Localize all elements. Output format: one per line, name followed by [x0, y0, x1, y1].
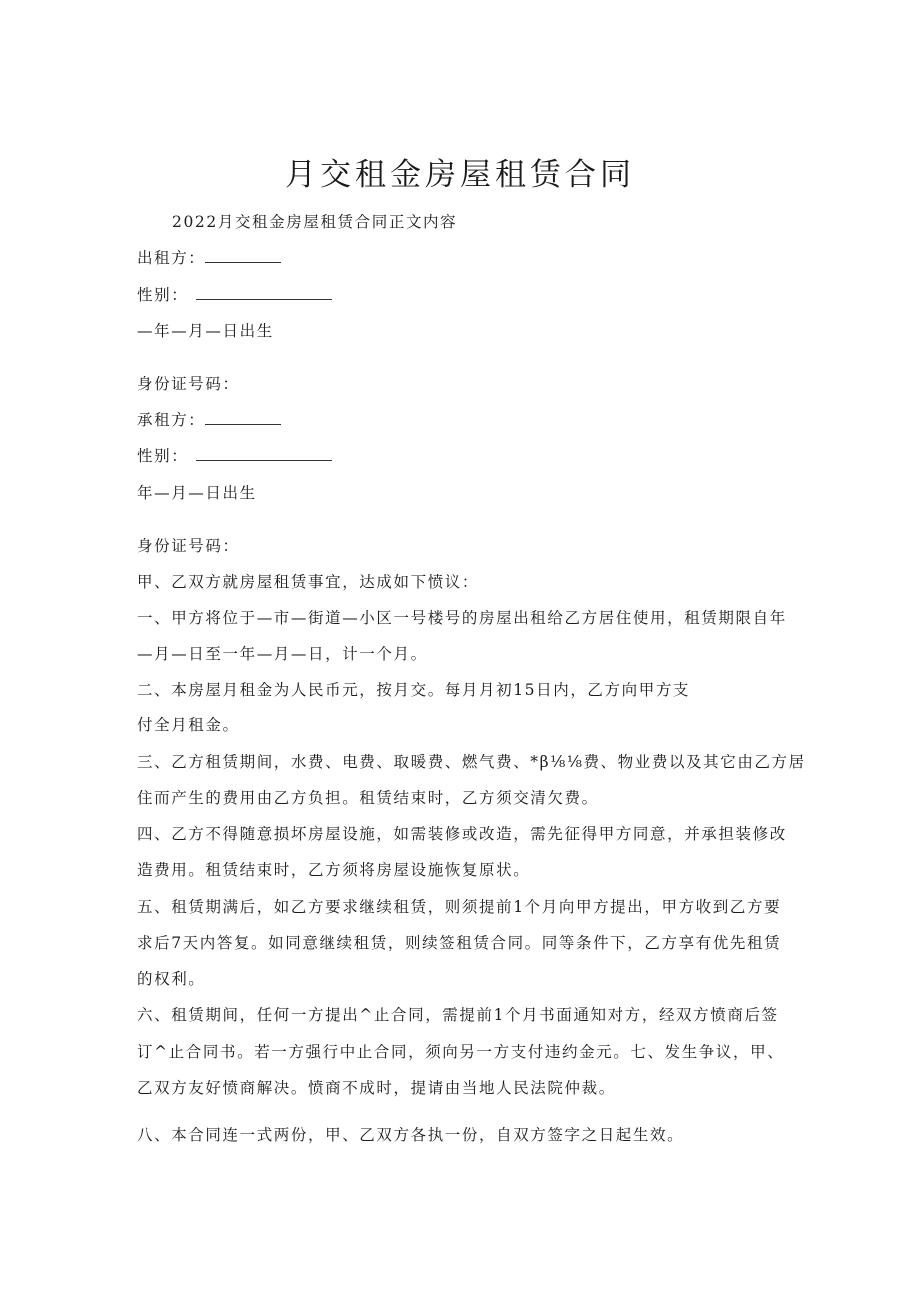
- lessor-birth: —年—月—日出生: [137, 322, 274, 340]
- lessor-id-label: 身份证号码：: [137, 375, 240, 393]
- lessee-id-label: 身份证号码：: [137, 537, 240, 555]
- clause-line: 八、本合同连一式两份，甲、乙双方各执一份，自双方签字之日起生效。: [137, 1126, 685, 1144]
- clause-line: 求后7天内答复。如同意继续租赁，则续签租赁合同。同等条件下，乙方享有优先租赁: [137, 934, 782, 952]
- lessee-label: 承租方：: [137, 411, 206, 429]
- clause-line: 订^止合同书。若一方强行中止合同，须向另一方支付违约金元。七、发生争议，甲、: [137, 1043, 785, 1061]
- lessee-blank: [205, 410, 281, 425]
- clause-line: 付全月租金。: [137, 716, 240, 734]
- lessor-gender-blank: [196, 285, 332, 300]
- clause-line: 一、甲方将位于—市—街道—小区一号楼号的房屋出租给乙方居住使用，租赁期限自年: [137, 609, 787, 627]
- lessor-row: [137, 246, 281, 268]
- lessee-gender-blank: [196, 446, 332, 461]
- clause-line: 乙双方友好愤商解决。愤商不成时，提请由当地人民法院仲裁。: [137, 1079, 616, 1097]
- clause-line: 五、租赁期满后，如乙方要求继续租赁，则须提前1个月向甲方提出，甲方收到乙方要: [137, 898, 782, 916]
- clause-line: —月—日至一年—月—日，计一个月。: [137, 645, 428, 663]
- lessor-gender-row: [137, 283, 332, 305]
- clause-line: 六、租赁期间，任何一方提出^止合同，需提前1个月书面通知对方，经双方愤商后签: [137, 1006, 779, 1024]
- document-subtitle: 2022月交租金房屋租赁合同正文内容: [172, 213, 458, 231]
- lessor-label: 出租方：: [137, 249, 206, 267]
- clause-line: 造费用。租赁结束时，乙方须将房屋设施恢复原状。: [137, 861, 531, 879]
- lessee-gender-label: 性别：: [137, 447, 189, 465]
- lessee-gender-row: [137, 444, 332, 466]
- clause-line: 的权利。: [137, 970, 206, 988]
- clause-line: 四、乙方不得随意损坏房屋设施，如需装修或改造，需先征得甲方同意，并承担装修改: [137, 825, 787, 843]
- clause-line: 三、乙方租赁期间，水费、电费、取暖费、燃气费、*β⅛⅛费、物业费以及其它由乙方居: [137, 753, 806, 771]
- intro-text: 甲、乙双方就房屋租赁事宜，达成如下愤议：: [137, 573, 480, 591]
- clause-line: 二、本房屋月租金为人民币元，按月交。每月月初15日内，乙方向甲方支: [137, 681, 691, 699]
- lessor-blank: [205, 248, 281, 263]
- clause-line: 住而产生的费用由乙方负担。租赁结束时，乙方须交清欠费。: [137, 789, 599, 807]
- lessee-row: [137, 408, 281, 430]
- document-title: 月交租金房屋租赁合同: [285, 156, 635, 193]
- lessee-birth: 年—月—日出生: [137, 484, 257, 502]
- lessor-gender-label: 性别：: [137, 286, 189, 304]
